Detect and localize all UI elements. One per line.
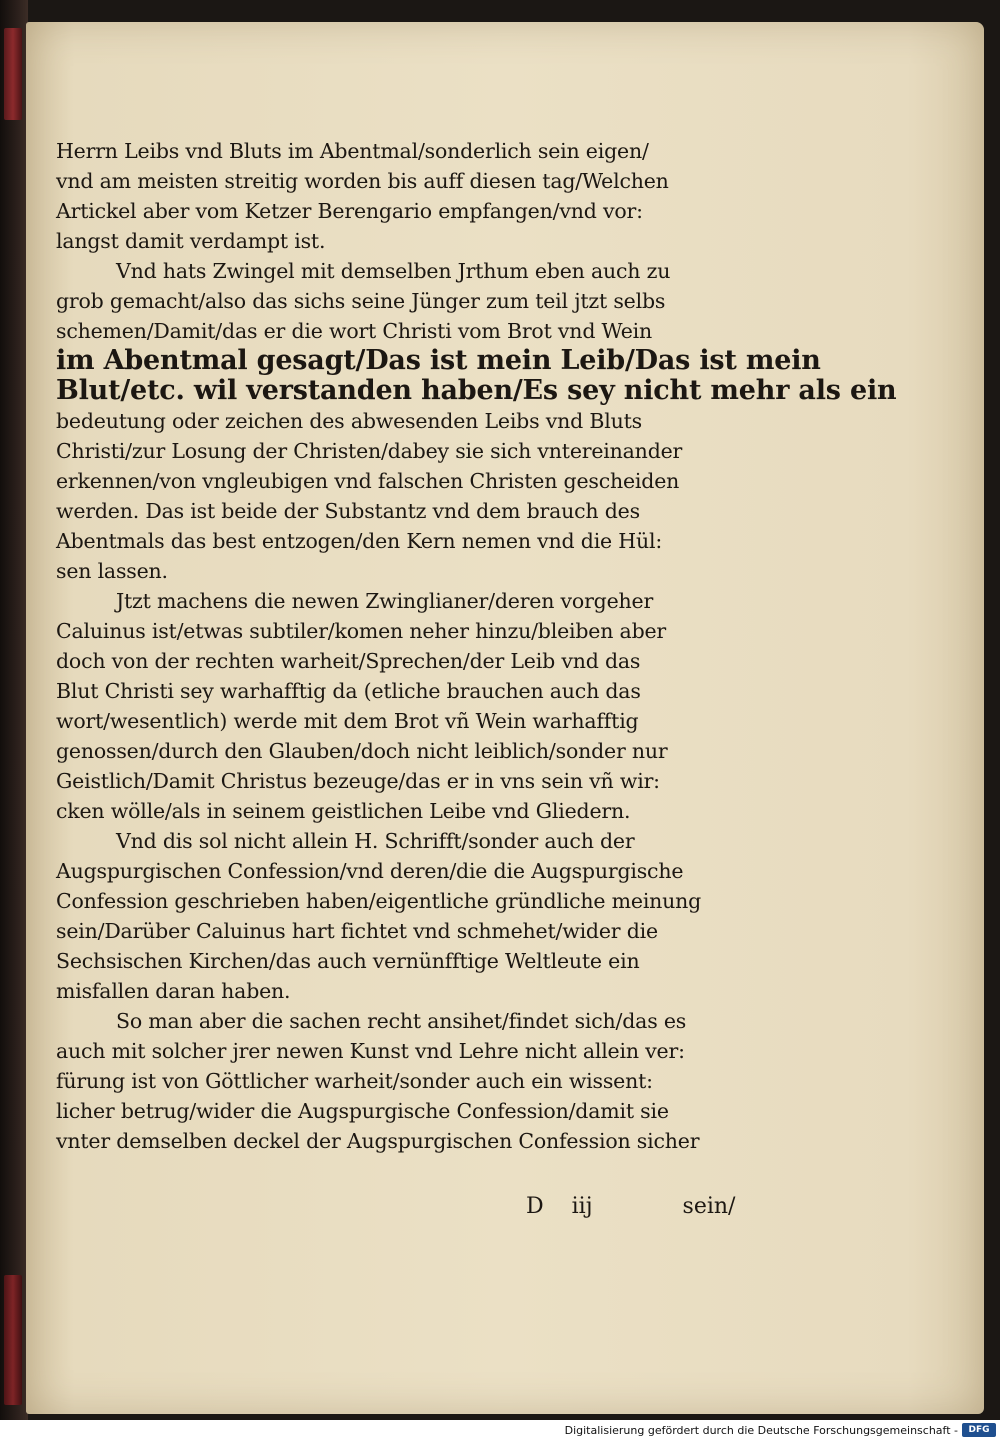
footer-bar [0,1420,1000,1441]
funding-credit: Digitalisierung gefördert durch die Deutsche Forschungsgemeinschaft - [564,1424,958,1437]
text-line: Augspurgischen Confession/vnd deren/die die Augspurgische [56,859,684,883]
text-line: fürung ist von Göttlicher warheit/sonder auch ein wissent: [56,1069,653,1093]
paper-page [26,22,984,1414]
text-line: vnd am meisten streitig worden bis auff diesen tag/Welchen [56,169,669,193]
text-line: schemen/Damit/das er die wort Christi vom Brot vnd Wein [56,319,653,343]
binding-cover-edge-top [4,28,22,120]
text-line: Vnd dis sol nicht allein H. Schrifft/sonder auch der [116,829,635,853]
text-line: Geistlich/Damit Christus bezeuge/das er in vns sein vñ wir: [56,769,660,793]
text-line: vnter demselben deckel der Augspurgischen Confession sicher [56,1129,700,1153]
text-line: Abentmals das best entzogen/den Kern nemen vnd die Hül: [56,529,663,553]
text-line: auch mit solcher jrer newen Kunst vnd Lehre nicht allein ver: [56,1039,685,1063]
binding-cover-edge-bottom [4,1275,22,1405]
text-line: doch von der rechten warheit/Sprechen/der Leib vnd das [56,649,641,673]
signature-number: iij [571,1194,593,1219]
text-line: So man aber die sachen recht ansihet/findet sich/das es [116,1009,687,1033]
text-line: Sechsischen Kirchen/das auch vernünfftige Weltleute ein [56,949,640,973]
text-line: Christi/zur Losung der Christen/dabey sie sich vntereinander [56,439,683,463]
text-line: Herrn Leibs vnd Bluts im Abentmal/sonderlich sein eigen/ [56,139,649,163]
text-line: Vnd hats Zwingel mit demselben Jrthum eben auch zu [116,259,671,283]
text-line: erkennen/von vngleubigen vnd falschen Christen gescheiden [56,469,680,493]
text-line: misfallen daran haben. [56,979,291,1003]
text-line: genossen/durch den Glauben/doch nicht leiblich/sonder nur [56,739,668,763]
text-line: sein/Darüber Caluinus hart fichtet vnd schmehet/wider die [56,919,658,943]
text-line: langst damit verdampt ist. [56,229,326,253]
text-line: licher betrug/wider die Augspurgische Confession/damit sie [56,1099,669,1123]
text-line: im Abentmal gesagt/Das ist mein Leib/Das ist mein [56,345,821,376]
catchword: sein/ [682,1194,736,1219]
body-text [56,136,897,1156]
text-line: grob gemacht/also das sichs seine Jünger zum teil jtzt selbs [56,289,666,313]
text-line: cken wölle/als in seinem geistlichen Leibe vnd Gliedern. [56,799,631,823]
dfg-logo-icon: DFG [962,1423,996,1437]
text-line: Artickel aber vom Ketzer Berengario empfangen/vnd vor: [56,199,643,223]
book-binding [0,0,28,1420]
text-line: Blut/etc. wil verstanden haben/Es sey nicht mehr als ein [56,375,897,406]
text-line: Jtzt machens die newen Zwinglianer/deren vorgeher [116,589,654,613]
text-line: werden. Das ist beide der Substantz vnd dem brauch des [56,499,640,523]
text-line: Caluinus ist/etwas subtiler/komen neher hinzu/bleiben aber [56,619,667,643]
text-line: Confession geschrieben haben/eigentliche gründliche meinung [56,889,702,913]
text-line: sen lassen. [56,559,168,583]
text-line: wort/wesentlich) werde mit dem Brot vñ Wein warhafftig [56,709,639,733]
signature-line [526,1194,735,1219]
signature-mark: D [526,1194,544,1219]
text-line: Blut Christi sey warhafftig da (etliche brauchen auch das [56,679,641,703]
text-line: bedeutung oder zeichen des abwesenden Leibs vnd Bluts [56,409,642,433]
